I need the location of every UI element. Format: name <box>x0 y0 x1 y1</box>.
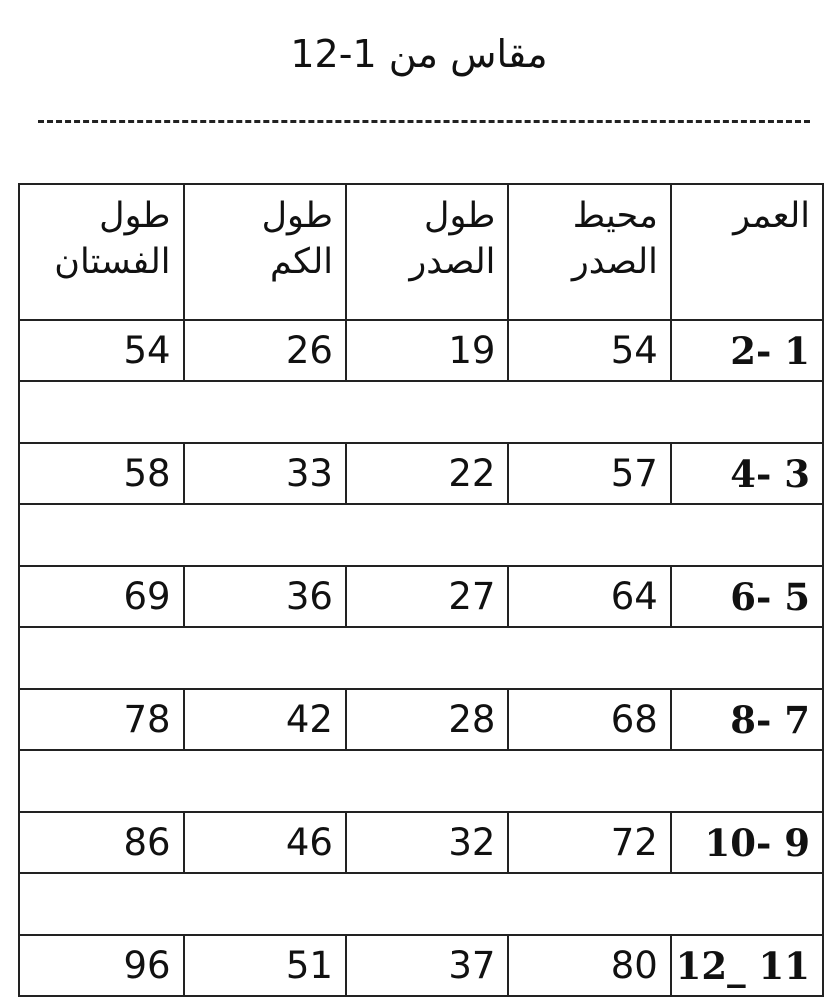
cell-sleeve-length: 33 <box>184 443 346 504</box>
header-dress-length: طول الفستان <box>19 184 184 320</box>
cell-dress-length: 58 <box>19 443 184 504</box>
cell-sleeve-length: 51 <box>184 935 346 996</box>
cell-sleeve-length: 36 <box>184 566 346 627</box>
cell-chest-length: 19 <box>346 320 508 381</box>
cell-dress-length: 54 <box>19 320 184 381</box>
cell-chest-circumference: 57 <box>508 443 670 504</box>
cell-age: 3 -4 <box>671 443 823 504</box>
cell-chest-length: 28 <box>346 689 508 750</box>
cell-chest-length: 27 <box>346 566 508 627</box>
cell-chest-length: 37 <box>346 935 508 996</box>
cell-sleeve-length: 46 <box>184 812 346 873</box>
table-row <box>19 689 823 750</box>
cell-chest-circumference: 80 <box>508 935 670 996</box>
cell-chest-circumference: 68 <box>508 689 670 750</box>
cell-age: 7 -8 <box>671 689 823 750</box>
spacer-row <box>19 627 823 689</box>
header-sleeve-length: طول الكم <box>184 184 346 320</box>
cell-dress-length: 96 <box>19 935 184 996</box>
spacer-row <box>19 504 823 566</box>
spacer-row <box>19 381 823 443</box>
cell-chest-length: 22 <box>346 443 508 504</box>
table-row <box>19 935 823 996</box>
cell-age: 5 -6 <box>671 566 823 627</box>
header-chest-length: طول الصدر <box>346 184 508 320</box>
cell-age: 1 -2 <box>671 320 823 381</box>
cell-age: 9 -10 <box>671 812 823 873</box>
cell-chest-length: 32 <box>346 812 508 873</box>
cell-age: 11 _12 <box>671 935 823 996</box>
header-age: العمر <box>671 184 823 320</box>
spacer-row <box>19 873 823 935</box>
header-chest-circumference: محيط الصدر <box>508 184 670 320</box>
page-title: مقاس من 1-12 <box>290 32 548 76</box>
cell-sleeve-length: 26 <box>184 320 346 381</box>
table-row <box>19 320 823 381</box>
table-row <box>19 443 823 504</box>
cell-dress-length: 86 <box>19 812 184 873</box>
spacer-row <box>19 750 823 812</box>
table-header-row <box>19 184 823 320</box>
cell-dress-length: 78 <box>19 689 184 750</box>
cell-sleeve-length: 42 <box>184 689 346 750</box>
dashed-divider <box>38 120 810 123</box>
cell-chest-circumference: 72 <box>508 812 670 873</box>
table-row <box>19 812 823 873</box>
size-table <box>18 183 824 997</box>
table-row <box>19 566 823 627</box>
cell-dress-length: 69 <box>19 566 184 627</box>
cell-chest-circumference: 54 <box>508 320 670 381</box>
cell-chest-circumference: 64 <box>508 566 670 627</box>
